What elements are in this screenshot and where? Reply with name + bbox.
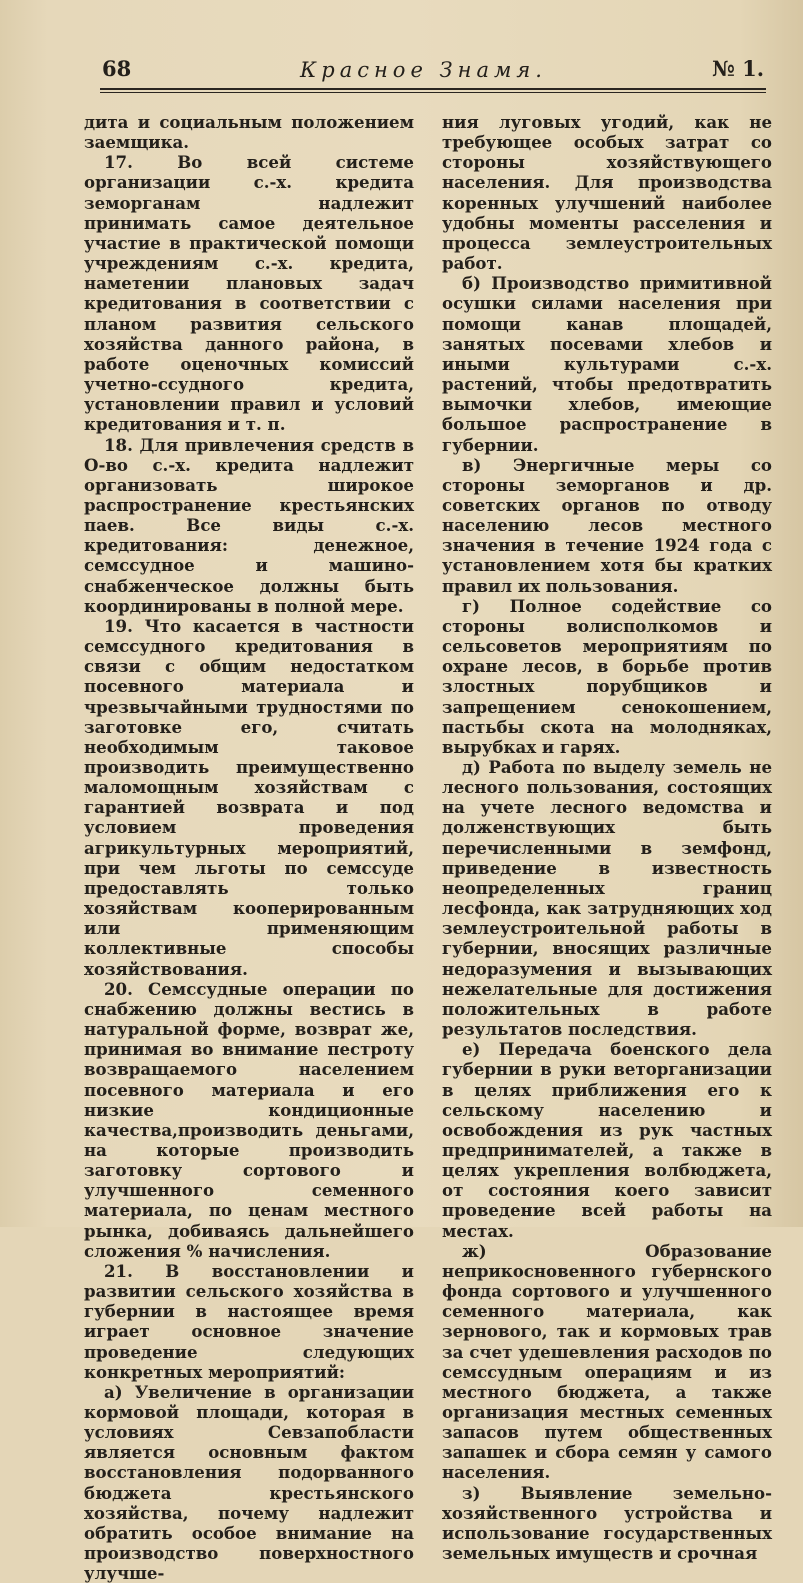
paragraph-zh: ж) Образование неприкосновенного губернского фонда сортового и улучшенного семенного материала, как зернового, так и кормовых трав за счет удешевления расходов по семссудным операциям и из местного бюджета, а также организация местных семенных запасов путем общественных запашек и сбора семян у самого населения. [442,1240,772,1483]
paragraph-b: б) Производство примитивной осушки силами населения при помощи канав площадей, занятых посевами хлебов и иными культурами с.-х. растений, чтобы предотвратить вымочки хлебов, имеющие большое распространение в губернии. [442,273,772,455]
issue-number: № 1. [712,56,765,81]
left-column [84,112,414,1583]
paragraph: ния луговых угодий, как не требующее особых затрат со стороны хозяйствующего населения. Для производства коренных улучшений наиболее удобны моменты расселения и процесса землеустроительных работ. [442,112,772,274]
journal-title: Красное Знамя. [300,58,547,82]
paragraph-18: 18. Для привлечения средств в О-во с.-х. кредита надлежит организовать широкое распространение крестьянских паев. Все виды с.-х. кредитования: денежное, семссудное и машино-снабженческое должны быть координированы в полной мере. [84,434,414,616]
paragraph-z: з) Выявление земельно-хозяйственного устройства и использование государственных земельных имуществ и срочная [442,1482,772,1564]
page-number: 68 [102,56,132,81]
paragraph-g: г) Полное содействие со стороны волисполкомов и сельсоветов мероприятиям по охране лесов, в борьбе против злостных порубщиков и запрещением сенокошением, пастьбы скота на молодняках, вырубках и гарях. [442,595,772,757]
paragraph-17: 17. Во всей системе организации с.-х. кредита земорганам надлежит принимать самое деятельное участие в практической помощи учреждениям с.-х. кредита, наметении плановых задач кредитования в соответствии с планом развития сельского хозяйства данного района, в работе оценочных комиссий учетно-ссудного кредита, установлении правил и условий кредитования и т. п. [84,152,414,435]
paragraph-21: 21. В восстановлении и развитии сельского хозяйства в губернии в настоящее время играет основное значение проведение следующих конкретных мероприятий: [84,1260,414,1382]
paragraph-d: д) Работа по выделу земель не лесного пользования, состоящих на учете лесного ведомства и долженствующих быть перечисленными в земфонд, приведение в известность неопределенных границ лесфонда, как затрудняющих ход землеустроительной работы в губернии, вносящих различные недоразумения и вызывающих нежелательные для достижения положительных в работе результатов последствия. [442,757,772,1040]
paragraph-a: а) Увеличение в организации кормовой площади, которая в условиях Севзапобласти является основным фактом восстановления подорванного бюджета крестьянского хозяйства, почему надлежит обратить особое внимание на производство поверхностного улучше- [84,1381,414,1583]
header-rule-thin [100,92,766,93]
page-header [0,0,803,100]
header-rule [100,88,766,90]
paragraph: дита и социальным положением заемщика. [84,112,414,153]
paragraph-20: 20. Семссудные операции по снабжению должны вестись в натуральной форме, возврат же, принимая во внимание пестроту возвращаемого населением посевного материала и его низкие кондиционные качества,производить деньгами, на которые производить заготовку сортового и улучшенного семенного материала, по ценам местного рынка, добиваясь дальнейшего сложения % начисления. [84,978,414,1261]
right-column [442,112,772,1563]
paragraph-v: в) Энергичные меры со стороны земорганов и др. советских органов по отводу населению лесов местного значения в течение 1924 года с установлением хотя бы кратких правил их пользования. [442,454,772,596]
paragraph-19: 19. Что касается в частности семссудного кредитования в связи с общим недостатком посевного материала и чрезвычайными трудностями по заготовке его, считать необходимым таковое производить преимущественно маломощным хозяйствам с гарантией возврата и под условием проведения агрикультурных мероприятий, при чем льготы по семссуде предоставлять только хозяйствам кооперированным или применяющим коллективные способы хозяйствования. [84,615,414,979]
paragraph-e: е) Передача боенского дела губернии в руки веторганизации в целях приближения его к сельскому населению и освобождения из рук частных предпринимателей, а также в целях укрепления волбюджета, от состояния коего зависит проведение всей работы на местах. [442,1039,772,1241]
